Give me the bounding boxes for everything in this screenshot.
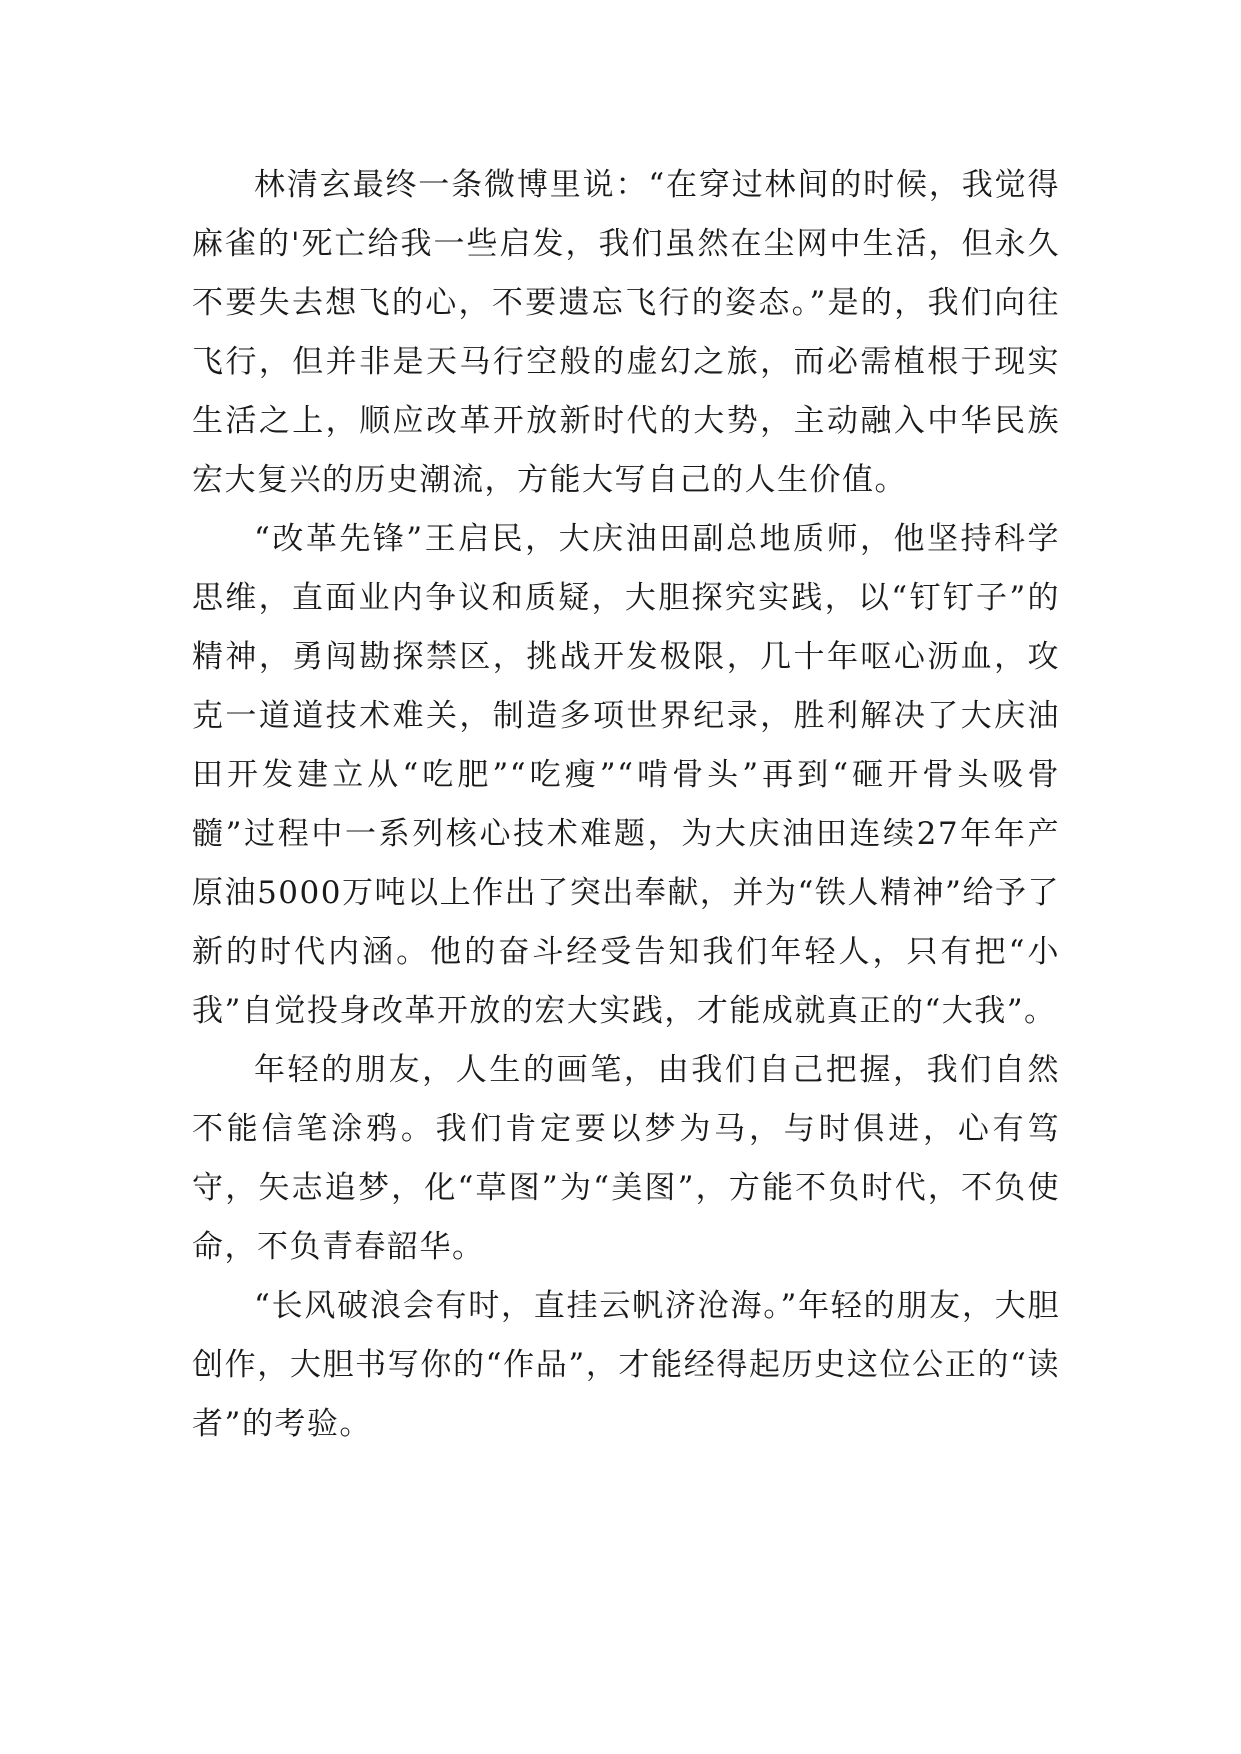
paragraph-3: 年轻的朋友，人生的画笔，由我们自己把握，我们自然不能信笔涂鸦。我们肯定要以梦为马，与时俱进，心有笃守，矢志追梦，化“草图”为“美图”，方能不负时代，不负使命，不负青春韶华。 bbox=[192, 1052, 1060, 1265]
paragraph-2: “改革先锋”王启民，大庆油田副总地质师，他坚持科学思维，直面业内争议和质疑，大胆探究实践，以“钉钉子”的精神，勇闯勘探禁区，挑战开发极限，几十年呕心沥血，攻克一道道技术难关，制造多项世界纪录，胜利解决了大庆油田开发建立从“吃肥”“吃瘦”“啃骨头”再到“砸开骨头吸骨髓”过程中一系列核心技术难题，为大庆油田连续27年年产原油5000万吨以上作出了突出奉献，并为“铁人精神”给予了新的时代内涵。他的奋斗经受告知我们年轻人，只有把“小我”自觉投身改革开放的宏大实践，才能成就真正的“大我”。 bbox=[192, 521, 1060, 1029]
paragraph-1: 林清玄最终一条微博里说：“在穿过林间的时候，我觉得麻雀的'死亡给我一些启发，我们虽然在尘网中生活，但永久不要失去想飞的心，不要遗忘飞行的姿态。”是的，我们向往飞行，但并非是天马行空般的虚幻之旅，而必需植根于现实生活之上，顺应改革开放新时代的大势，主动融入中华民族宏大复兴的历史潮流，方能大写自己的人生价值。 bbox=[192, 167, 1060, 498]
paragraph-4: “长风破浪会有时，直挂云帆济沧海。”年轻的朋友，大胆创作，大胆书写你的“作品”，才能经得起历史这位公正的“读者”的考验。 bbox=[192, 1288, 1060, 1442]
document-body bbox=[192, 156, 1060, 1454]
